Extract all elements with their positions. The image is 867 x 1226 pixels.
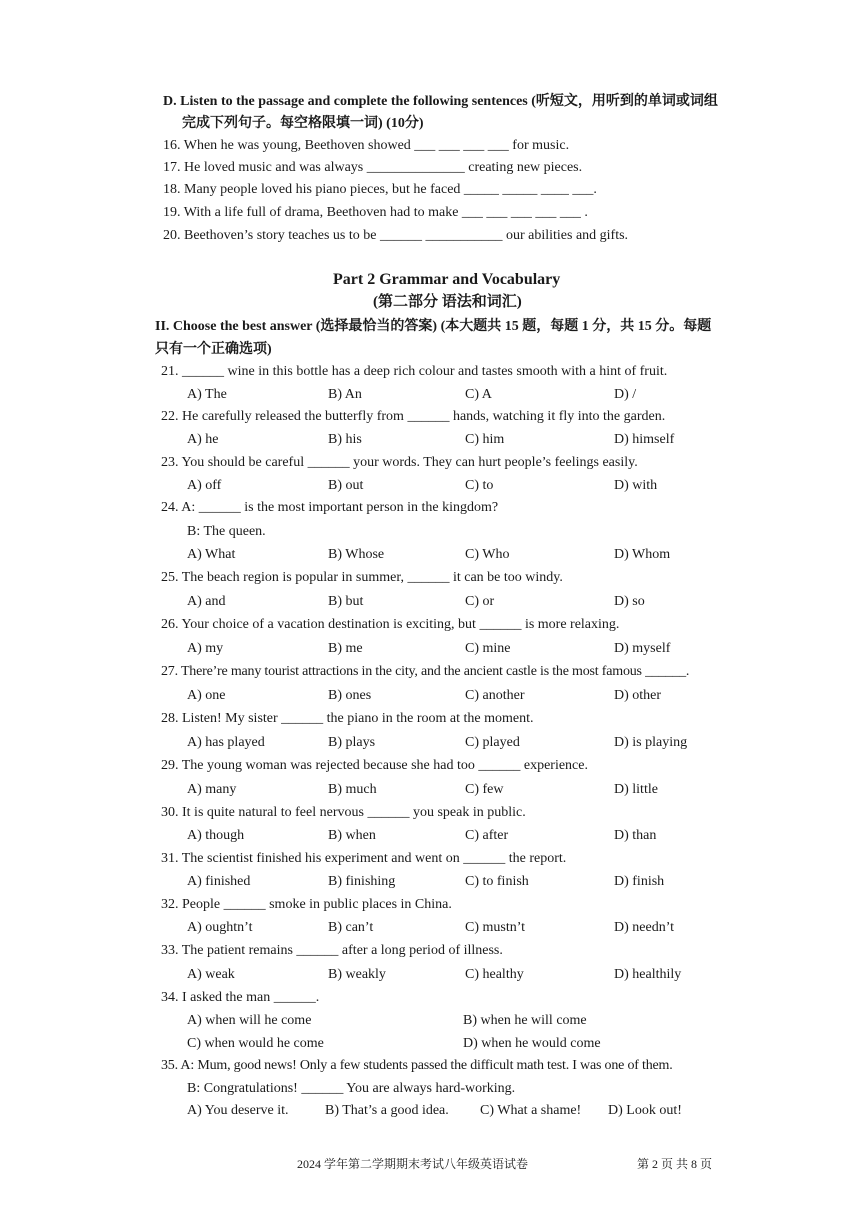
listening-item-17: 17. He loved music and was always ______________ creating new pieces. — [163, 160, 583, 175]
option-b: B) ones — [328, 688, 372, 703]
question-stem: 29. The young woman was rejected because she had too ______ experience. — [161, 758, 588, 773]
option-d: D) when he would come — [463, 1036, 601, 1051]
option-b: B) can’t — [328, 920, 374, 935]
option-a: A) finished — [187, 874, 251, 889]
option-c: C) Who — [465, 547, 510, 562]
option-d: D) Look out! — [608, 1103, 682, 1118]
question-stem-reply: B: Congratulations! ______ You are always hard-working. — [187, 1081, 516, 1096]
footer-page-info: 第 2 页 共 8 页 — [637, 1157, 713, 1171]
option-b: B) finishing — [328, 874, 396, 889]
option-a: A) he — [187, 432, 219, 447]
question-stem: 28. Listen! My sister ______ the piano in the room at the moment. — [161, 711, 534, 726]
option-d: D) little — [614, 782, 658, 797]
part2-title: Part 2 Grammar and Vocabulary — [333, 271, 561, 288]
footer-exam-title: 2024 学年第二学期期末考试八年级英语试卷 — [297, 1157, 529, 1171]
option-a: A) has played — [187, 735, 265, 750]
option-b: B) plays — [328, 735, 376, 750]
listening-item-16: 16. When he was young, Beethoven showed ___ ___ ___ ___ for music. — [163, 138, 570, 153]
option-a: A) when will he come — [187, 1013, 312, 1028]
option-d: D) is playing — [614, 735, 688, 750]
section-ii-heading-line2: 只有一个正确选项) — [155, 342, 272, 357]
option-a: A) off — [187, 478, 222, 493]
option-c: C) another — [465, 688, 525, 703]
option-a: A) You deserve it. — [187, 1103, 289, 1118]
listening-item-19: 19. With a life full of drama, Beethoven had to make ___ ___ ___ ___ ___ . — [163, 205, 588, 220]
option-d: D) himself — [614, 432, 675, 447]
option-c: C) What a shame! — [480, 1103, 582, 1118]
question-stem: 21. ______ wine in this bottle has a deep rich colour and tastes smooth with a hint of fruit. — [161, 364, 668, 379]
option-b: B) but — [328, 594, 364, 609]
option-b: B) weakly — [328, 967, 386, 982]
option-c: C) to — [465, 478, 494, 493]
section-d-heading-line2: 完成下列句子。每空格限填一词) (10分) — [182, 116, 424, 131]
option-b: B) Whose — [328, 547, 385, 562]
question-stem: 32. People ______ smoke in public places in China. — [161, 897, 452, 912]
option-c: C) or — [465, 594, 495, 609]
question-stem: 31. The scientist finished his experiment and went on ______ the report. — [161, 851, 567, 866]
option-b: B) when — [328, 828, 376, 843]
option-c: C) when would he come — [187, 1036, 324, 1051]
option-c: C) few — [465, 782, 504, 797]
option-a: A) many — [187, 782, 237, 797]
question-stem: 30. It is quite natural to feel nervous ______ you speak in public. — [161, 805, 526, 820]
listening-item-20: 20. Beethoven’s story teaches us to be ______ ___________ our abilities and gifts. — [163, 228, 629, 243]
option-a: A) one — [187, 688, 226, 703]
option-d: D) finish — [614, 874, 665, 889]
part2-subtitle: (第二部分 语法和词汇) — [373, 294, 522, 310]
option-b: B) much — [328, 782, 377, 797]
question-stem-reply: B: The queen. — [187, 524, 266, 539]
question-stem: 25. The beach region is popular in summer, ______ it can be too windy. — [161, 570, 563, 585]
option-a: A) my — [187, 641, 224, 656]
option-d: D) with — [614, 478, 658, 493]
question-stem: 27. There’re many tourist attractions in the city, and the ancient castle is the most famous ______. — [161, 664, 690, 679]
question-stem: 35. A: Mum, good news! Only a few students passed the difficult math test. I was one of them. — [161, 1058, 673, 1073]
option-b: B) An — [328, 387, 362, 402]
listening-item-18: 18. Many people loved his piano pieces, but he faced _____ _____ ____ ___. — [163, 182, 597, 197]
option-a: A) oughtn’t — [187, 920, 253, 935]
option-d: D) Whom — [614, 547, 671, 562]
option-c: C) A — [465, 387, 492, 402]
option-c: C) healthy — [465, 967, 524, 982]
question-stem: 26. Your choice of a vacation destination is exciting, but ______ is more relaxing. — [161, 617, 620, 632]
option-d: D) / — [614, 387, 637, 402]
option-c: C) him — [465, 432, 505, 447]
section-d-heading-line1: D. Listen to the passage and complete the following sentences (听短文，用听到的单词或词组 — [163, 94, 718, 109]
question-stem: 24. A: ______ is the most important person in the kingdom? — [161, 500, 499, 515]
option-c: C) played — [465, 735, 520, 750]
option-c: C) mustn’t — [465, 920, 526, 935]
option-c: C) after — [465, 828, 509, 843]
option-b: B) out — [328, 478, 364, 493]
option-c: C) mine — [465, 641, 511, 656]
option-d: D) than — [614, 828, 657, 843]
option-d: D) so — [614, 594, 645, 609]
option-b: B) That’s a good idea. — [325, 1103, 449, 1118]
option-d: D) myself — [614, 641, 671, 656]
option-c: C) to finish — [465, 874, 529, 889]
option-a: A) What — [187, 547, 236, 562]
question-stem: 22. He carefully released the butterfly from ______ hands, watching it fly into the garden. — [161, 409, 666, 424]
question-stem: 23. You should be careful ______ your words. They can hurt people’s feelings easily. — [161, 455, 638, 470]
option-d: D) healthily — [614, 967, 682, 982]
option-a: A) though — [187, 828, 245, 843]
option-d: D) other — [614, 688, 662, 703]
option-b: B) his — [328, 432, 362, 447]
option-a: A) The — [187, 387, 227, 402]
option-d: D) needn’t — [614, 920, 674, 935]
option-a: A) and — [187, 594, 226, 609]
section-ii-heading-line1: II. Choose the best answer (选择最恰当的答案) (本大题共 15 题，每题 1 分，共 15 分。每题 — [155, 319, 712, 334]
option-b: B) when he will come — [463, 1013, 587, 1028]
option-b: B) me — [328, 641, 363, 656]
question-stem: 34. I asked the man ______. — [161, 990, 320, 1005]
option-a: A) weak — [187, 967, 235, 982]
question-stem: 33. The patient remains ______ after a long period of illness. — [161, 943, 503, 958]
